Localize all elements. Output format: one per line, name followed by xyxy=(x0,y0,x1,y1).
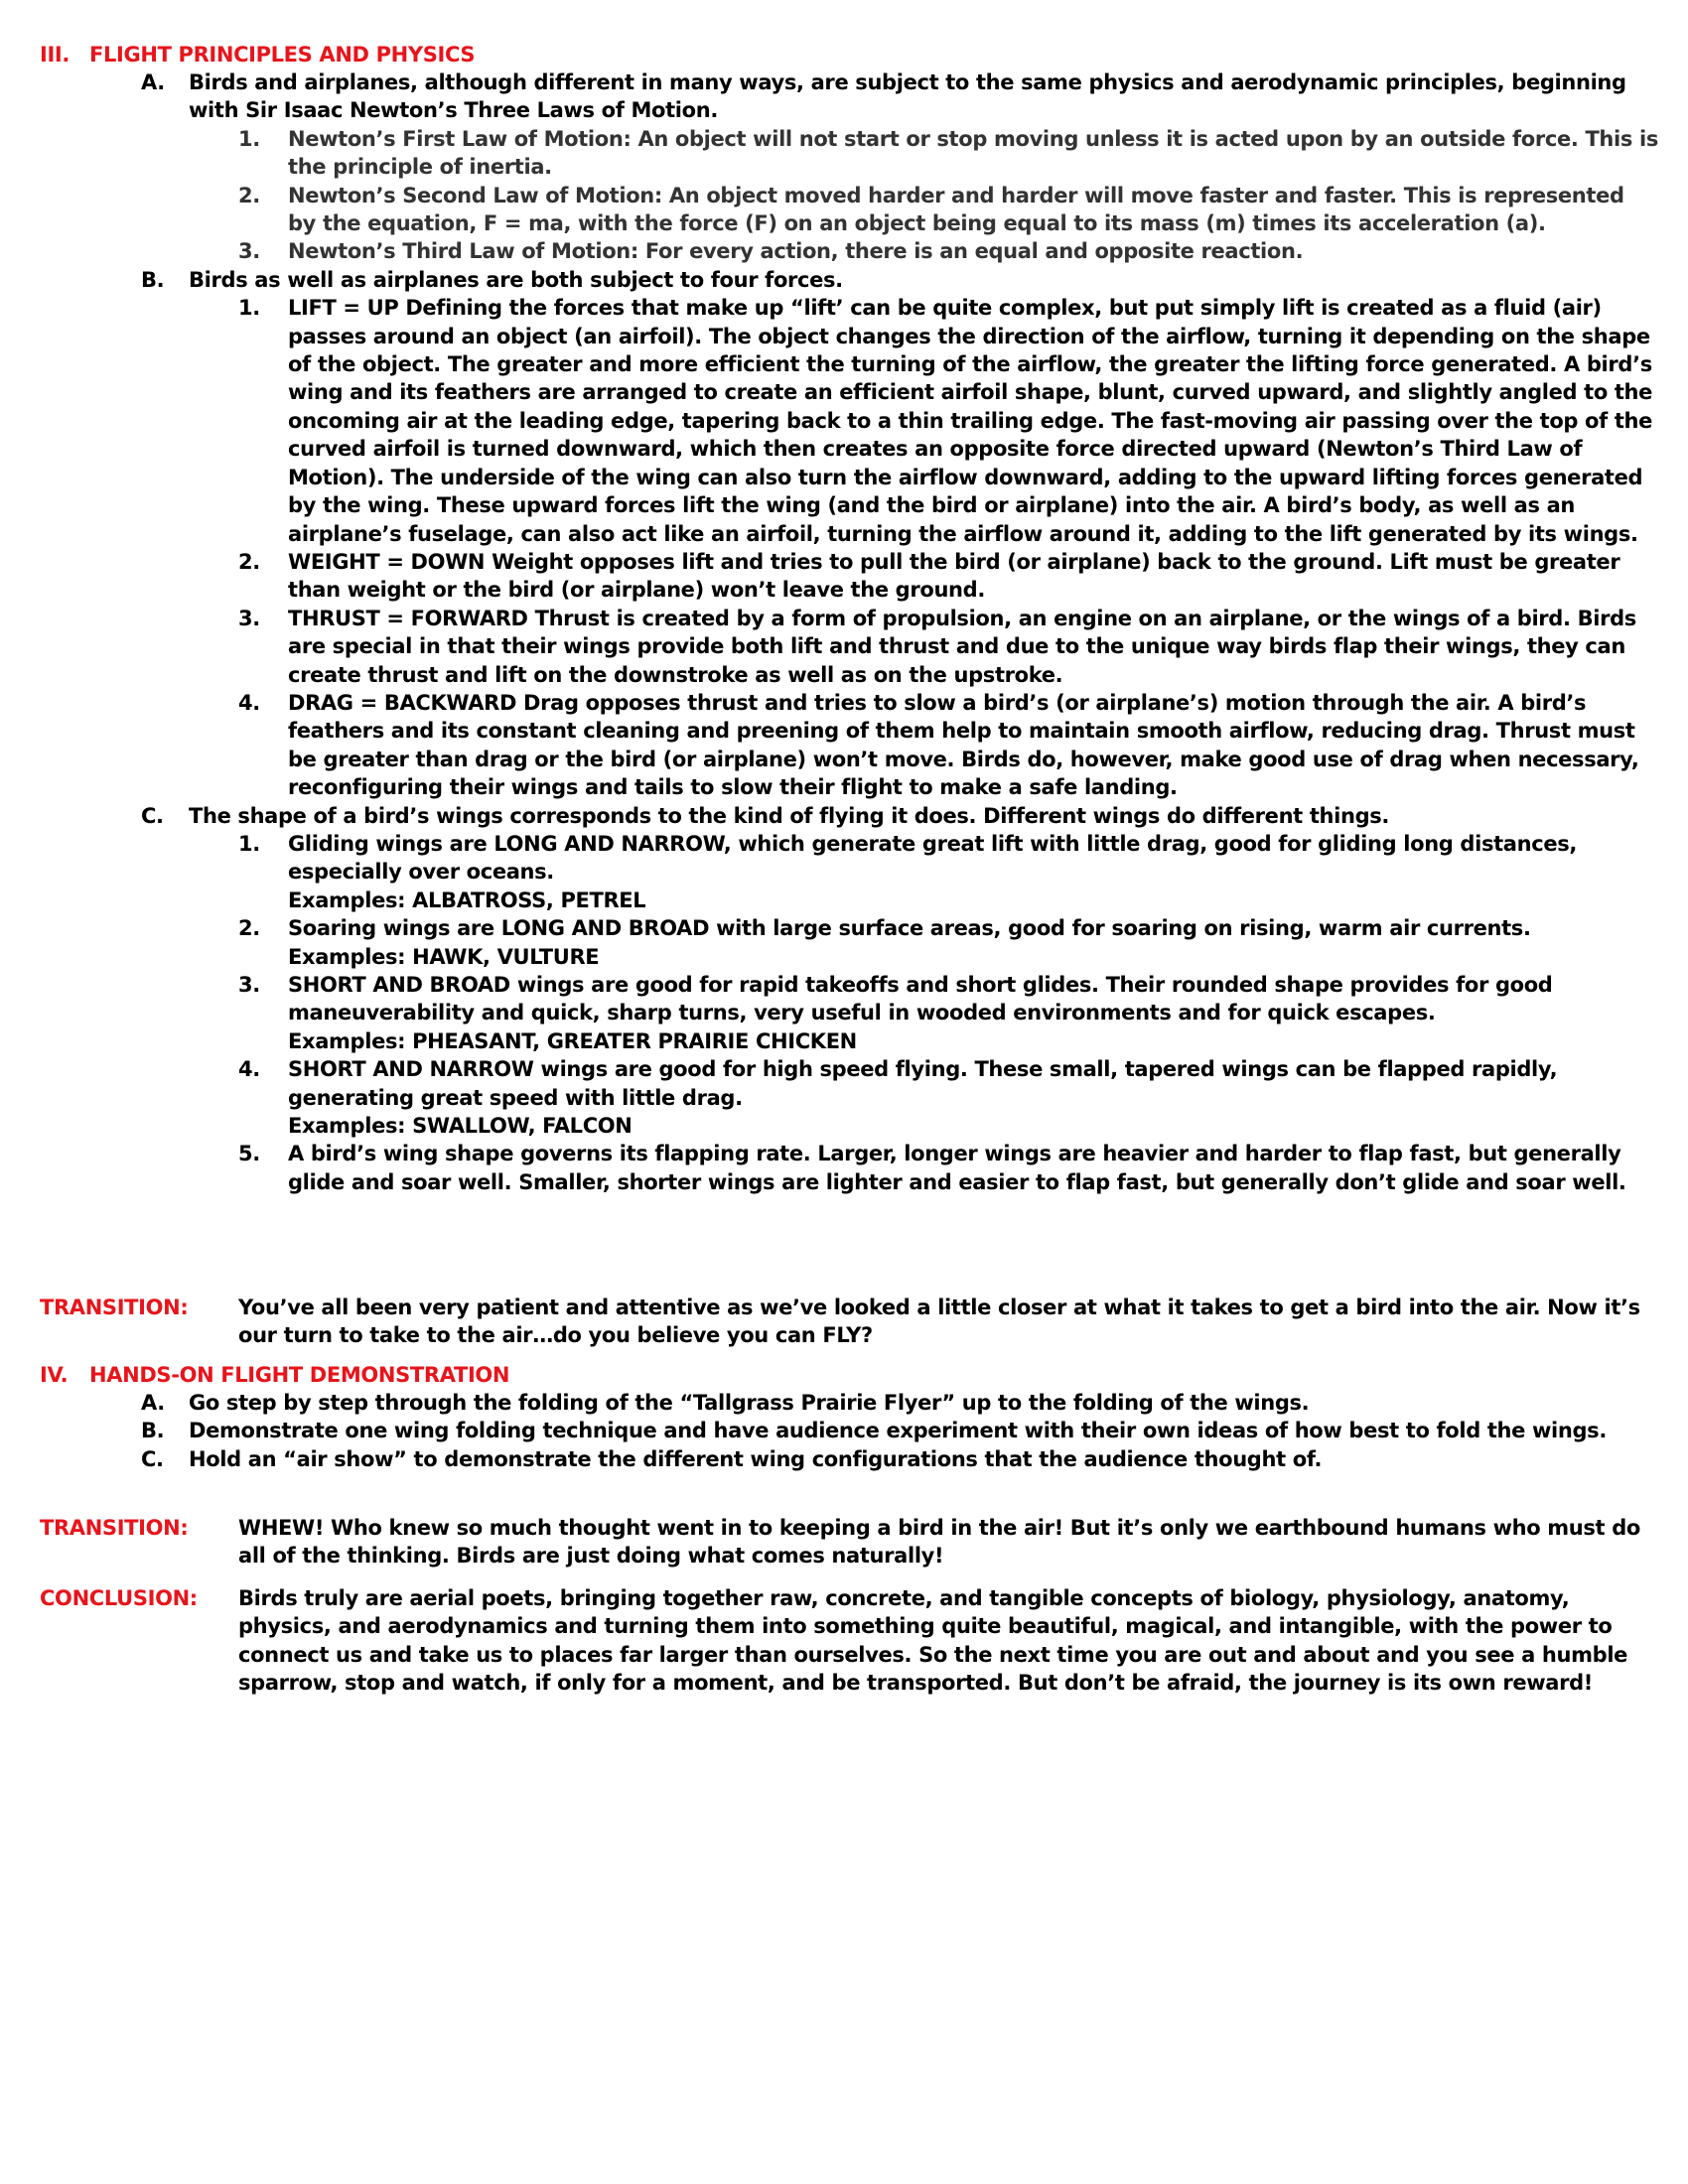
list-text: A bird’s wing shape governs its flapping rate. Larger, longer wings are heavier and harder to flap fast, but generally glide and soar well. Smaller, shorter wings are lighter and easier to flap fast, but generally don’t glide and soar well. xyxy=(288,1142,1626,1194)
outline-marker: B. xyxy=(141,267,165,292)
list-text: Newton’s Second Law of Motion: An object moved harder and harder will move faster and faster. This is represented by the equation, F = ma, with the force (F) on an object being equal to its mass (m) times its acceleration (a). xyxy=(288,183,1624,236)
list-text: WEIGHT = DOWN Weight opposes lift and tries to pull the bird (or airplane) back to the ground. Lift must be greater than weight or the bird (or airplane) won’t leave the ground. xyxy=(288,549,1620,603)
list-text: LIFT = UP Defining the forces that make up “lift’ can be quite complex, but put simply lift is created as a fluid (air) passes around an object (an airfoil). The object changes the direction of the airflow, turning it depending on the shape of the object. The greater and more efficient the turning of the airflow, the greater the lifting force generated. A bird’s wing and its feathers are arranged to create an efficient airfoil shape, blunt, curved upward, and slightly angled to the oncoming air at the leading edge, tapering back to a thin trailing edge. The fast-moving air passing over the top of the curved airfoil is turned downward, which then creates an opposite force directed upward (Newton’s Third Law of Motion). The underside of the wing can also turn the airflow downward, adding to the upward lifting forces generated by the wing. These upward forces lift the wing (and the bird or airplane) into the air. A bird’s body, as well as an airplane’s fuselage, can also act like an airfoil, turning the airflow around it, adding to the lift generated by its wings. xyxy=(288,296,1653,546)
conclusion-label: CONCLUSION: xyxy=(40,1586,198,1610)
outline-item-a xyxy=(0,68,1688,125)
list-marker: 3. xyxy=(238,973,260,997)
list-item xyxy=(0,971,1688,1055)
list-item xyxy=(0,1140,1688,1196)
outline-item-c xyxy=(0,802,1688,830)
list-text: Gliding wings are LONG AND NARROW, which generate great lift with little drag, good for gliding long distances, especially over oceans. xyxy=(288,831,1577,885)
list-marker: 2. xyxy=(238,549,260,574)
list-item xyxy=(0,1055,1688,1140)
outline-item xyxy=(0,1417,1688,1444)
outline-text: Birds as well as airplanes are both subject to four forces. xyxy=(189,267,843,292)
list-text: SHORT AND NARROW wings are good for high speed flying. These small, tapered wings can be flapped rapidly, generating great speed with little drag. xyxy=(288,1057,1558,1110)
outline-marker: A. xyxy=(141,70,165,94)
list-marker: 4. xyxy=(238,690,260,715)
list-text: THRUST = FORWARD Thrust is created by a form of propulsion, an engine on an airplane, or the wings of a bird. Birds are special in that their wings provide both lift and thrust and due to the unique way birds flap their wings, they can create thrust and lift on the downstroke as well as on the upstroke. xyxy=(288,606,1636,687)
examples-line: Examples: PHEASANT, GREATER PRAIRIE CHICKEN xyxy=(288,1028,857,1053)
transition-text: You’ve all been very patient and attentive as we’ve looked a little closer at what it takes to get a bird into the air. Now it’s our turn to take to the air…do you believe you can FLY? xyxy=(238,1296,1640,1348)
list-text: Newton’s First Law of Motion: An object will not start or stop moving unless it is acted upon by an outside force. This is the principle of inertia. xyxy=(288,126,1658,180)
list-item xyxy=(0,125,1688,182)
list-item xyxy=(0,914,1688,971)
examples-line: Examples: HAWK, VULTURE xyxy=(288,944,600,969)
list-marker: 4. xyxy=(238,1057,260,1082)
outline-marker: C. xyxy=(141,803,164,828)
transition-text: WHEW! Who knew so much thought went in to keeping a bird in the air! But it’s only we earthbound humans who must do all of the thinking. Birds are just doing what comes naturally! xyxy=(238,1516,1640,1569)
list-item xyxy=(0,182,1688,238)
examples-line: Examples: SWALLOW, FALCON xyxy=(288,1114,633,1139)
list-item xyxy=(0,689,1688,802)
outline-text: The shape of a bird’s wings corresponds to the kind of flying it does. Different wings do different things. xyxy=(189,803,1390,828)
outline-text: Go step by step through the folding of the “Tallgrass Prairie Flyer” up to the folding of the wings. xyxy=(189,1391,1310,1415)
section-numeral: III. xyxy=(40,43,70,67)
conclusion-block xyxy=(0,1584,1688,1698)
section-heading-3 xyxy=(40,41,475,68)
transition-label: TRANSITION: xyxy=(40,1516,189,1540)
section-heading-4 xyxy=(40,1361,509,1389)
transition-block-1 xyxy=(0,1294,1688,1350)
outline-marker: B. xyxy=(141,1419,165,1443)
list-marker: 5. xyxy=(238,1142,260,1166)
section-4-body xyxy=(0,1389,1688,1473)
list-item xyxy=(0,830,1688,914)
outline-text: Hold an “air show” to demonstrate the different wing configurations that the audience thought of. xyxy=(189,1446,1323,1471)
list-marker: 1. xyxy=(238,296,260,321)
list-item xyxy=(0,605,1688,689)
outline-item xyxy=(0,1389,1688,1417)
outline-item-b xyxy=(0,266,1688,294)
section-3-body xyxy=(0,68,1688,1196)
list-item xyxy=(0,237,1688,265)
transition-label: TRANSITION: xyxy=(40,1296,189,1319)
list-marker: 1. xyxy=(238,126,260,151)
list-text: Soaring wings are LONG AND BROAD with large surface areas, good for soaring on rising, warm air currents. xyxy=(288,916,1531,941)
section-title: FLIGHT PRINCIPLES AND PHYSICS xyxy=(89,43,476,67)
outline-text: Birds and airplanes, although different in many ways, are subject to the same physics and aerodynamic principles, beginning with Sir Isaac Newton’s Three Laws of Motion. xyxy=(189,70,1626,123)
list-text: Newton’s Third Law of Motion: For every action, there is an equal and opposite reaction. xyxy=(288,239,1304,264)
list-marker: 3. xyxy=(238,239,260,264)
list-marker: 2. xyxy=(238,916,260,941)
list-marker: 3. xyxy=(238,606,260,630)
transition-block-2 xyxy=(0,1514,1688,1570)
list-text: DRAG = BACKWARD Drag opposes thrust and tries to slow a bird’s (or airplane’s) motion through the air. A bird’s feathers and its constant cleaning and preening of them help to maintain smooth airflow, reducing drag. Thrust must be greater than drag or the bird (or airplane) won’t move. Birds do, however, make good use of drag when necessary, reconfiguring their wings and tails to slow their flight to make a safe landing. xyxy=(288,690,1639,800)
outline-marker: C. xyxy=(141,1446,164,1471)
list-text: SHORT AND BROAD wings are good for rapid takeoffs and short glides. Their rounded shape provides for good maneuverability and quick, sharp turns, very useful in wooded environments and for quick escapes. xyxy=(288,973,1553,1025)
examples-line: Examples: ALBATROSS, PETREL xyxy=(288,887,646,912)
list-item xyxy=(0,294,1688,548)
section-title: HANDS-ON FLIGHT DEMONSTRATION xyxy=(89,1363,510,1387)
list-item xyxy=(0,548,1688,605)
list-marker: 2. xyxy=(238,183,260,207)
outline-marker: A. xyxy=(141,1391,165,1415)
conclusion-text: Birds truly are aerial poets, bringing together raw, concrete, and tangible concepts of biology, physiology, anatomy, physics, and aerodynamics and turning them into something quite beautiful, magical, and intangible, with the power to connect us and take us to places far larger than ourselves. So the next time you are out and about and you see a humble sparrow, stop and watch, if only for a moment, and be transported. But don’t be afraid, the journey is its own reward! xyxy=(238,1586,1628,1696)
section-numeral: IV. xyxy=(40,1363,69,1387)
outline-item xyxy=(0,1445,1688,1473)
list-marker: 1. xyxy=(238,831,260,856)
outline-text: Demonstrate one wing folding technique and have audience experiment with their own ideas of how best to fold the wings. xyxy=(189,1419,1607,1443)
